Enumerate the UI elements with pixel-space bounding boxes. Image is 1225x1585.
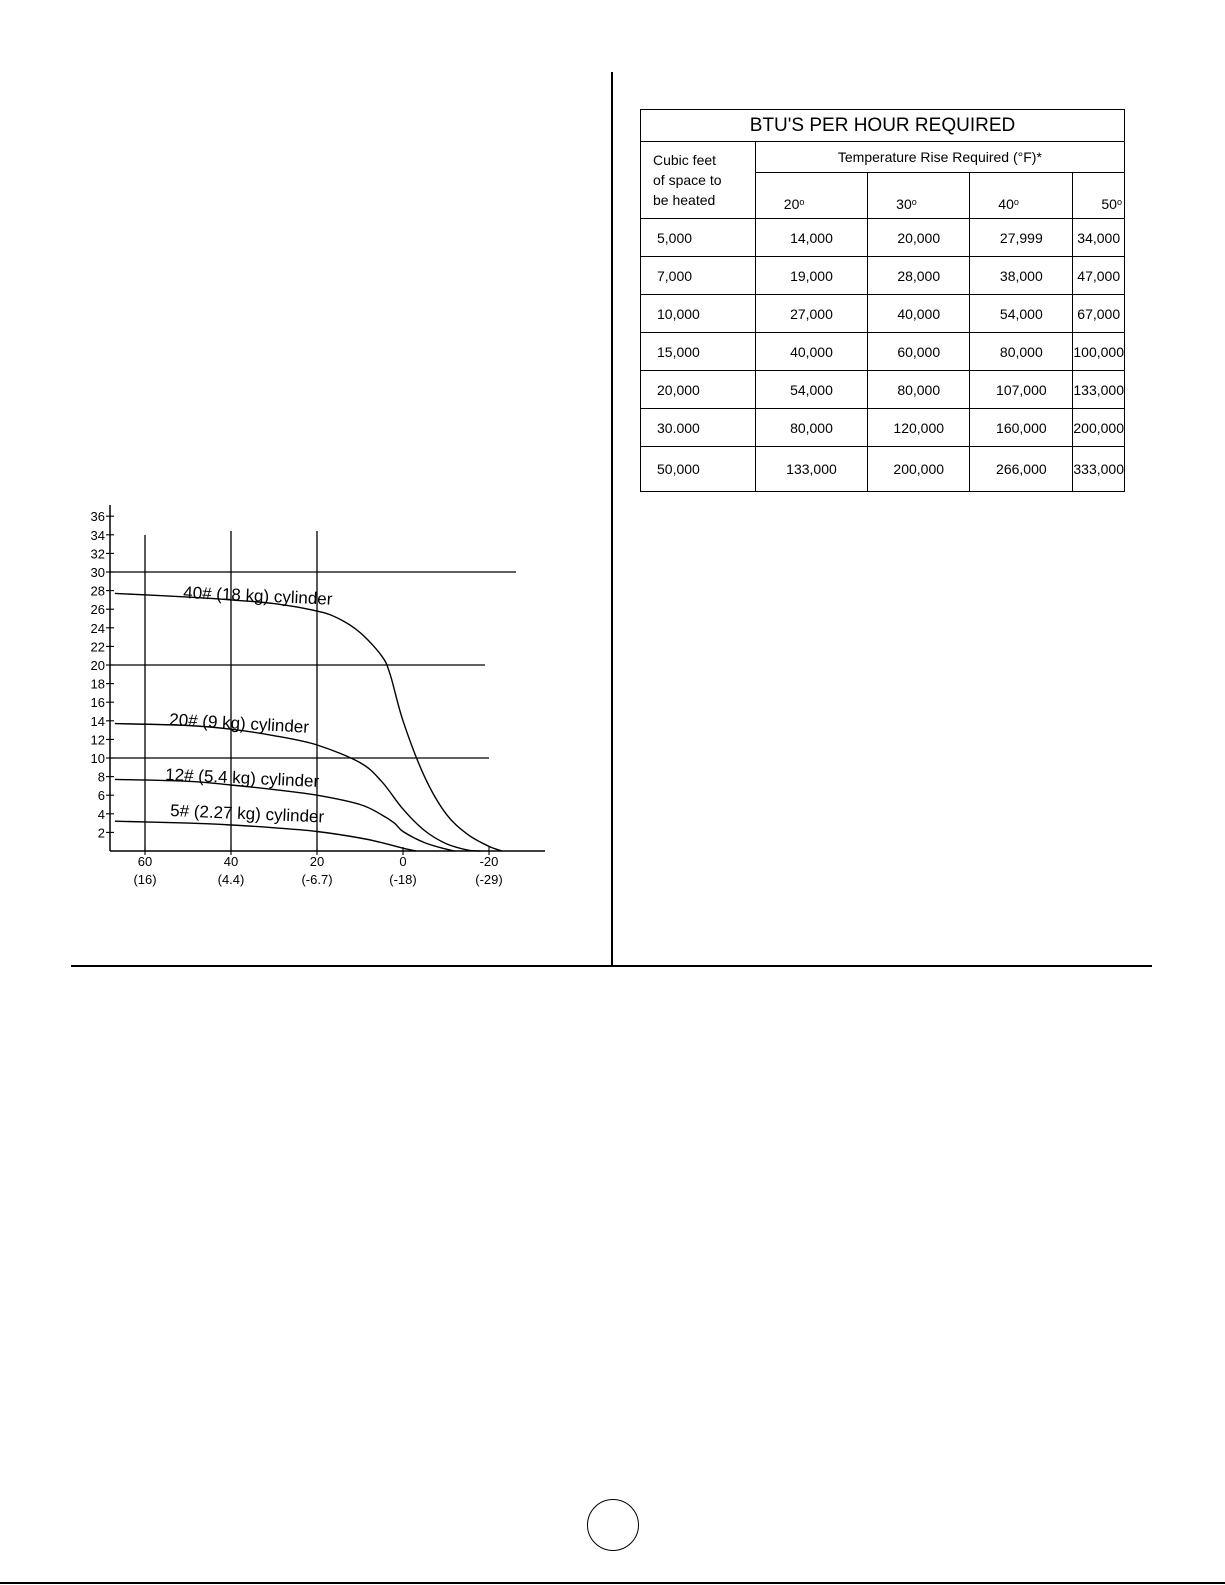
propane-cylinder-chart <box>0 0 611 960</box>
degree-mark: o <box>1013 197 1019 207</box>
table-cell: 100,000 <box>1073 333 1125 371</box>
y-tick-label: 4 <box>97 806 105 822</box>
x-tick-label-celsius: (-18) <box>389 872 417 887</box>
table-cell: 28,000 <box>868 257 970 295</box>
table-cell: 54,000 <box>755 371 867 409</box>
left-header-line: Cubic feet <box>653 152 717 168</box>
degree-mark: o <box>1116 197 1122 207</box>
y-tick-label: 30 <box>90 565 105 580</box>
left-header-line: be heated <box>653 192 716 208</box>
y-tick-label: 6 <box>97 788 105 804</box>
column-header-value: 50 <box>1101 196 1117 212</box>
y-tick-label: 26 <box>90 602 105 618</box>
table-cell: 14,000 <box>755 219 867 257</box>
table-cell: 34,000 <box>1073 219 1125 257</box>
degree-mark: o <box>799 197 805 207</box>
y-tick-label: 12 <box>90 732 105 748</box>
column-header-value: 30 <box>896 196 912 212</box>
table-row <box>641 219 1125 257</box>
y-tick-label: 14 <box>90 713 105 729</box>
table-cell: 80,000 <box>970 333 1073 371</box>
table-cell: 133,000 <box>1073 371 1125 409</box>
left-header-line: of space to <box>653 172 722 188</box>
btu-table <box>640 109 1125 492</box>
table-row <box>641 257 1125 295</box>
table-cell: 27,000 <box>755 295 867 333</box>
x-tick-label-celsius: (-29) <box>475 872 503 887</box>
x-tick-label: 0 <box>399 854 407 869</box>
x-tick-label: 20 <box>309 854 325 869</box>
table-cell-cubic-feet: 10,000 <box>641 295 756 333</box>
x-tick-label: -20 <box>479 854 499 869</box>
table-cell: 80,000 <box>755 409 867 447</box>
btu-table-left-header <box>641 142 756 219</box>
y-tick-label: 10 <box>90 751 105 766</box>
x-tick-label-celsius: (16) <box>133 872 157 887</box>
table-cell: 200,000 <box>868 447 970 492</box>
table-cell: 266,000 <box>970 447 1073 492</box>
table-row <box>641 447 1125 492</box>
table-cell: 27,999 <box>970 219 1073 257</box>
table-cell: 107,000 <box>970 371 1073 409</box>
series-label: 12# (5.4 kg) cylinder <box>164 765 320 791</box>
table-cell: 40,000 <box>868 295 970 333</box>
y-tick-label: 18 <box>90 676 105 692</box>
page-bottom-rule <box>0 1582 1225 1584</box>
x-tick-label: 60 <box>137 854 153 869</box>
table-cell: 200,000 <box>1073 409 1125 447</box>
y-tick-label: 24 <box>90 620 105 636</box>
table-row <box>641 371 1125 409</box>
table-cell: 19,000 <box>755 257 867 295</box>
table-cell-cubic-feet: 7,000 <box>641 257 756 295</box>
y-tick-label: 34 <box>90 527 105 543</box>
degree-mark: o <box>911 197 917 207</box>
table-cell: 120,000 <box>868 409 970 447</box>
table-cell-cubic-feet: 20,000 <box>641 371 756 409</box>
series-label: 40# (18 kg) cylinder <box>182 583 333 609</box>
column-header <box>868 173 970 219</box>
x-tick-label: 40 <box>223 854 239 869</box>
column-header-value: 20 <box>783 196 800 212</box>
table-row <box>641 409 1125 447</box>
btu-table-title: BTU'S PER HOUR REQUIRED <box>641 110 1125 142</box>
y-tick-label: 22 <box>90 639 105 655</box>
y-tick-label: 32 <box>90 546 105 562</box>
y-tick-label: 8 <box>97 769 105 785</box>
btu-table-group-header: Temperature Rise Required (°F)* <box>755 142 1124 173</box>
table-cell: 80,000 <box>868 371 970 409</box>
y-tick-label: 2 <box>97 825 105 841</box>
column-header <box>970 173 1073 219</box>
y-tick-label: 36 <box>90 509 105 525</box>
column-header-value: 40 <box>998 196 1014 212</box>
table-cell-cubic-feet: 15,000 <box>641 333 756 371</box>
x-tick-label-celsius: (4.4) <box>217 872 245 887</box>
series-label: 5# (2.27 kg) cylinder <box>169 801 325 827</box>
column-header <box>755 173 867 219</box>
column-divider <box>611 72 613 966</box>
table-cell: 20,000 <box>868 219 970 257</box>
table-cell: 333,000 <box>1073 447 1125 492</box>
table-row <box>641 295 1125 333</box>
table-cell-cubic-feet: 30.000 <box>641 409 756 447</box>
x-tick-label-celsius: (-6.7) <box>301 872 333 887</box>
table-cell: 67,000 <box>1073 295 1125 333</box>
table-cell: 60,000 <box>868 333 970 371</box>
y-tick-label: 28 <box>90 583 105 599</box>
table-cell-cubic-feet: 5,000 <box>641 219 756 257</box>
table-cell: 54,000 <box>970 295 1073 333</box>
table-cell: 40,000 <box>755 333 867 371</box>
column-header <box>1073 173 1125 219</box>
table-cell: 160,000 <box>970 409 1073 447</box>
y-tick-label: 20 <box>90 658 105 673</box>
table-row <box>641 333 1125 371</box>
series-line <box>115 821 416 851</box>
series-label: 20# (9 kg) cylinder <box>168 710 310 737</box>
table-cell: 38,000 <box>970 257 1073 295</box>
section-divider <box>71 965 1152 967</box>
table-cell: 133,000 <box>755 447 867 492</box>
page-number-circle <box>587 1499 639 1551</box>
table-cell-cubic-feet: 50,000 <box>641 447 756 492</box>
table-cell: 47,000 <box>1073 257 1125 295</box>
y-tick-label: 16 <box>90 695 105 711</box>
